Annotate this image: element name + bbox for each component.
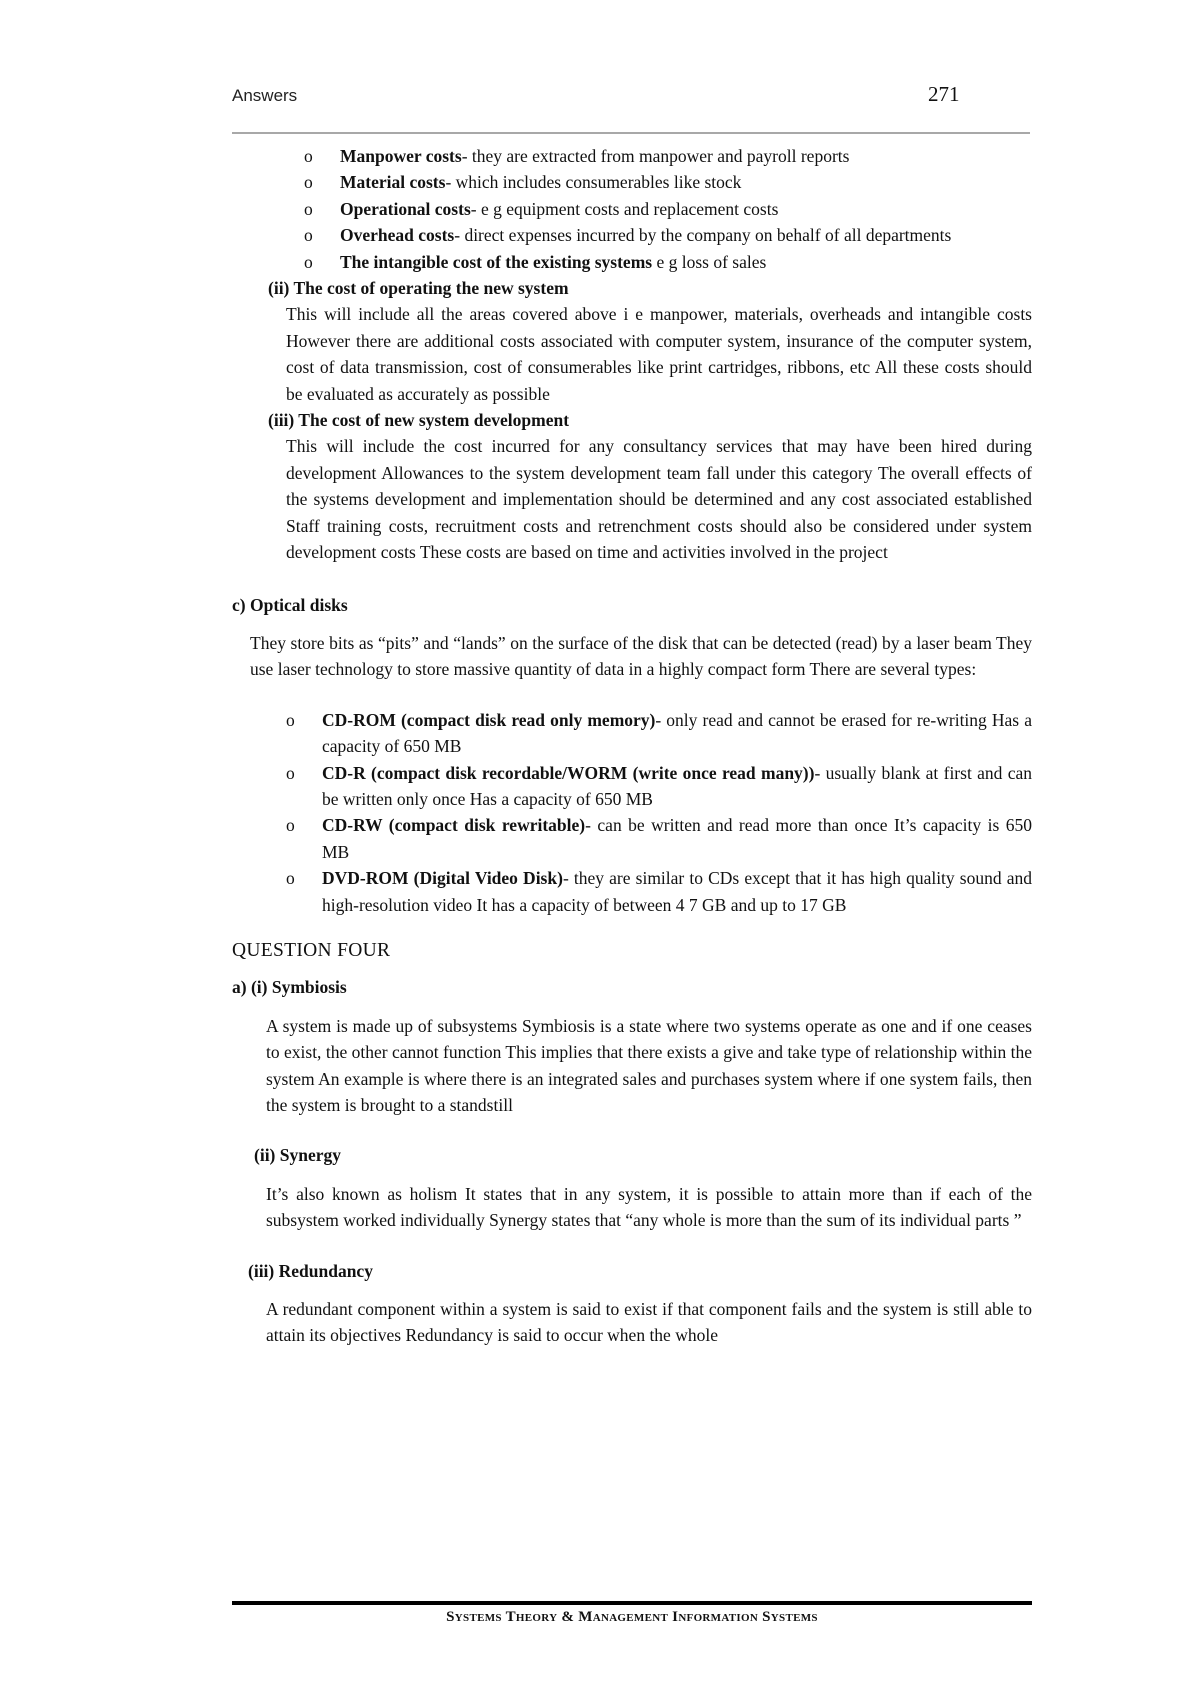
optical-disk-types-list	[286, 707, 1033, 918]
list-item-text: e g equipment costs and replacement costs	[480, 198, 779, 219]
page-content	[232, 143, 1032, 1349]
page-number: 271	[928, 82, 960, 106]
bullet-icon: o	[304, 251, 313, 272]
header-rule	[232, 132, 1030, 134]
synergy-heading: (ii) Synergy	[254, 1145, 342, 1166]
list-item	[286, 760, 1032, 813]
list-item-term: CD-RW (compact disk rewritable)	[322, 815, 586, 836]
optical-disks-heading: c) Optical disks	[232, 594, 348, 615]
new-system-heading: (ii) The cost of operating the new system	[268, 278, 569, 299]
list-item-separator: -	[454, 225, 465, 246]
list-item-text: which includes consumerables like stock	[455, 172, 742, 193]
list-item-text: - only read and cannot be erased for re-writing Has a capacity of 650 MB	[322, 709, 1032, 757]
footer-rule	[232, 1601, 1032, 1605]
optical-disks-paragraph: They store bits as “pits” and “lands” on the surface of the disk that can be detected (read) by a laser beam They use laser technology to store massive quantity of data in a highly compact form There are several types:	[250, 632, 1032, 680]
list-item-text: - they are similar to CDs except that it has high quality sound and high-resolution video It has a capacity of between 4 7 GB and up to 17 GB	[322, 868, 1033, 915]
list-item-text: - usually blank at first and can be written only once Has a capacity of 650 MB	[322, 762, 1032, 809]
bullet-icon: o	[286, 762, 295, 783]
question-four-heading: QUESTION FOUR	[232, 939, 391, 961]
bullet-icon: o	[304, 198, 313, 219]
list-item-text: direct expenses incurred by the company on behalf of all departments	[464, 225, 952, 246]
list-item	[304, 196, 1032, 222]
list-item	[304, 222, 1032, 248]
symbiosis-heading: a) (i) Symbiosis	[232, 977, 347, 998]
list-item	[286, 865, 1033, 918]
bullet-icon: o	[286, 709, 295, 730]
list-item	[304, 169, 1032, 195]
list-item-term: CD-ROM (compact disk read only memory)	[322, 709, 656, 730]
list-item-term: The intangible cost of the existing systems	[340, 251, 653, 272]
list-item-term: Material costs	[340, 172, 446, 193]
redundancy-paragraph: A redundant component within a system is said to exist if that component fails and the system is still able to attain its objectives Redundancy is said to occur when the whole	[266, 1299, 1032, 1346]
list-item	[304, 143, 1032, 169]
list-item-text: e g loss of sales	[656, 251, 767, 272]
list-item	[286, 707, 1032, 760]
list-item	[304, 249, 1032, 275]
bullet-icon: o	[286, 868, 295, 889]
running-header-section: Answers	[232, 86, 298, 105]
list-item-separator: -	[461, 146, 472, 166]
list-item-term: Overhead costs	[340, 225, 455, 246]
redundancy-heading: (iii) Redundancy	[248, 1260, 373, 1281]
synergy-paragraph: It’s also known as holism It states that in any system, it is possible to attain more than if each of the subsystem worked individually Synergy states that “any whole is more than the sum of its individual parts ”	[266, 1183, 1032, 1231]
list-item-separator: -	[445, 172, 456, 193]
symbiosis-paragraph: A system is made up of subsystems Symbiosis is a state where two systems operate as one and if one ceases to exist, the other cannot function This implies that there exists a give and take type of relationship within the system An example is where there is an integrated sales and purchases system where if one system fails, then the system is brought to a standstill	[266, 1015, 1032, 1115]
list-item-text: - can be written and read more than once It’s capacity is 650 MB	[322, 815, 1032, 862]
bullet-icon: o	[304, 146, 313, 166]
list-item-text: they are extracted from manpower and payroll reports	[471, 146, 850, 166]
list-item-term: Operational costs	[340, 198, 471, 219]
bullet-icon: o	[304, 225, 313, 246]
list-item-term: CD-R (compact disk recordable/WORM (write once read many))	[322, 762, 815, 783]
new-system-paragraph: This will include all the areas covered above i e manpower, materials, overheads and intangible costs However there are additional costs associated with computer system, insurance of the computer system, cost of data transmission, cost of consumerables like print cartridges, ribbons, etc All these costs should be evaluated as accurately as possible	[286, 304, 1032, 404]
list-item	[286, 812, 1032, 865]
list-item-term: DVD-ROM (Digital Video Disk)	[322, 868, 563, 889]
running-footer-title: Systems Theory & Management Information Systems	[446, 1609, 818, 1625]
development-heading: (iii) The cost of new system development	[268, 410, 570, 431]
bullet-icon: o	[304, 172, 313, 193]
list-item-separator: -	[470, 198, 481, 219]
list-item-term: Manpower costs	[340, 146, 462, 166]
existing-costs-list	[304, 143, 1032, 275]
development-paragraph: This will include the cost incurred for any consultancy services that may have been hired during development Allowances to the system development team fall under this category The overall effects of the systems development and implementation should be determined and any cost associated established Staff training costs, recruitment costs and retrenchment costs should also be considered under system development costs These costs are based on time and activities involved in the project	[286, 436, 1032, 563]
bullet-icon: o	[286, 815, 295, 836]
